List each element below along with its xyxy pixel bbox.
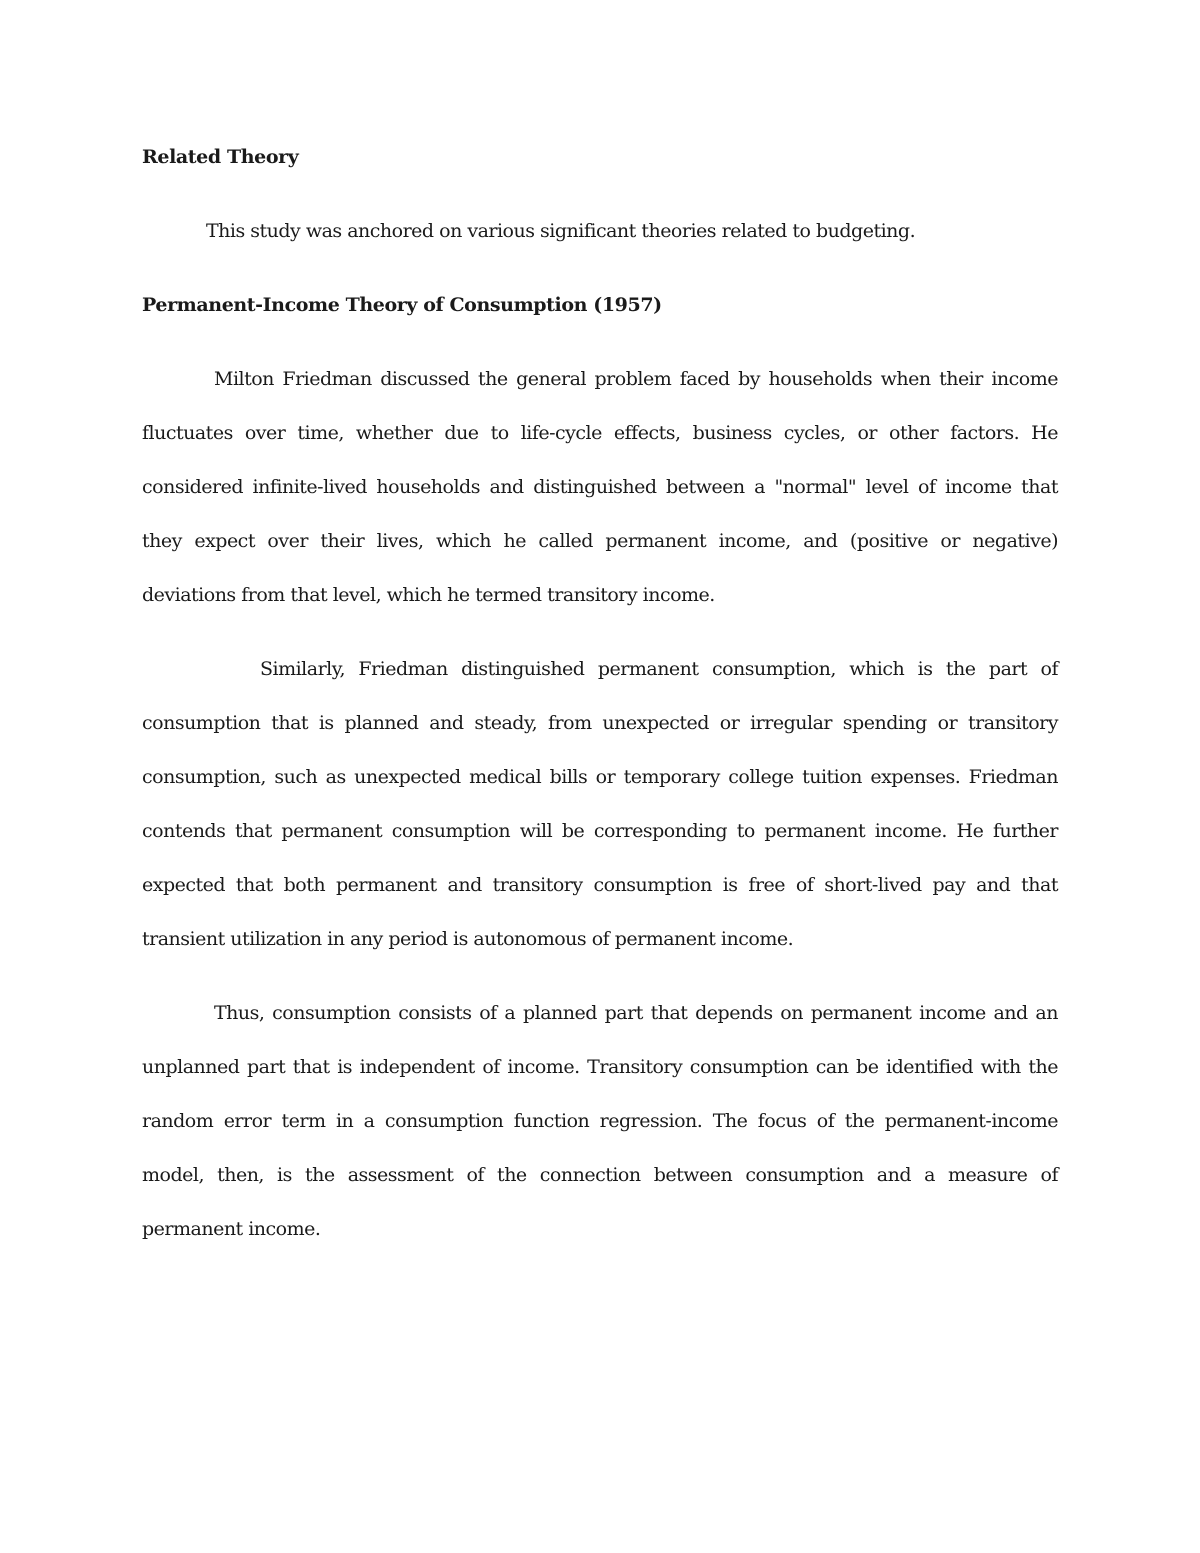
section-heading-permanent-income: Permanent-Income Theory of Consumption (1957) — [142, 294, 662, 316]
body-paragraph-2: Similarly, Friedman distinguished permanent consumption, which is the part of consumption that is planned and steady, from unexpected or irregular spending or transitory consumption, such as unexpected medical bills or temporary college tuition expenses. Friedman contends that permanent consumption will be corresponding to permanent income. He further expected that both permanent and transitory consumption is free of short-lived pay and that transient utilization in any period is autonomous of permanent income. — [142, 658, 1058, 950]
body-paragraph-3: Thus, consumption consists of a planned part that depends on permanent income and an unplanned part that is independent of income. Transitory consumption can be identified with the random error term in a consumption function regression. The focus of the permanent-income model, then, is the assessment of the connection between consumption and a measure of permanent income. — [142, 1002, 1058, 1240]
body-paragraph-1: Milton Friedman discussed the general problem faced by households when their income fluctuates over time, whether due to life-cycle effects, business cycles, or other factors. He considered infinite-lived households and distinguished between a "normal" level of income that they expect over their lives, which he called permanent income, and (positive or negative) deviations from that level, which he termed transitory income. — [142, 368, 1058, 606]
section-heading-related-theory: Related Theory — [142, 146, 299, 168]
intro-paragraph: This study was anchored on various significant theories related to budgeting. — [206, 220, 916, 242]
document-body — [142, 130, 1058, 1256]
